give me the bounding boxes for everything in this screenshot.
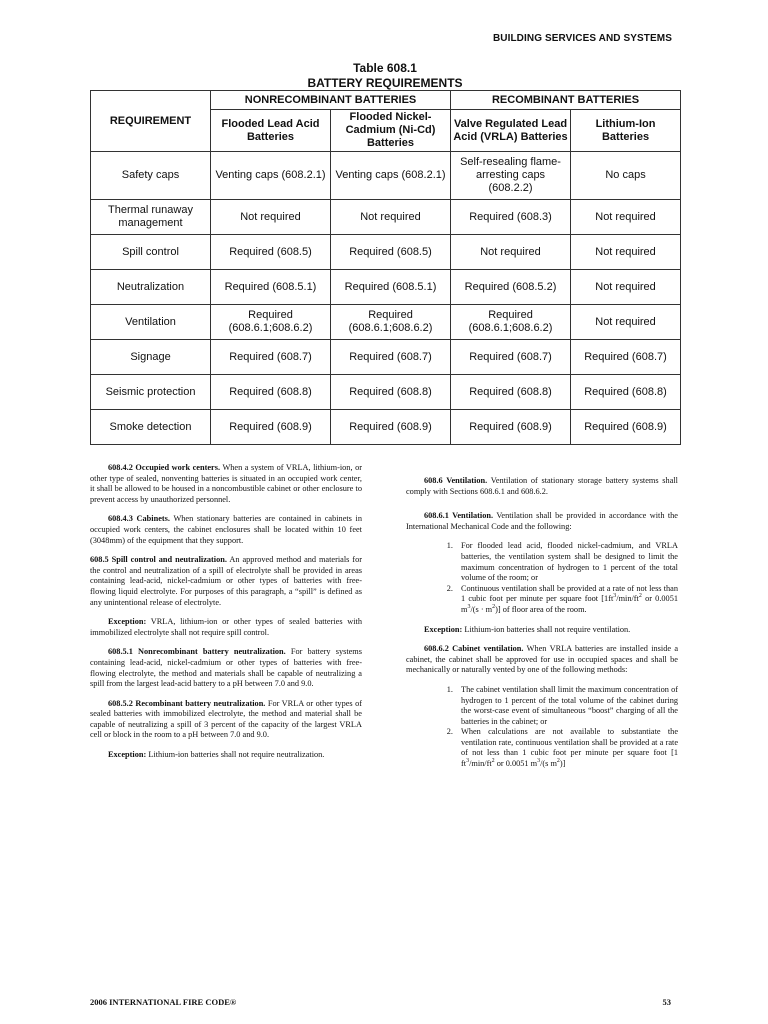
table-title: Table 608.1 [353, 61, 417, 75]
page-number: 53 [662, 997, 671, 1007]
table-cell: Not required [451, 235, 571, 270]
row-requirement: Smoke detection [91, 410, 211, 445]
section-heading: 608.6 Ventilation. [424, 476, 488, 485]
section-body: When stationary batteries are contained in cabinets in occupied work centers, the cabinet enclosures shall be located within 10 feet (3048mm) of the equipment that they support. [90, 514, 362, 545]
row-requirement: Safety caps [91, 152, 211, 200]
table-row [91, 235, 681, 270]
exception-body: Lithium-ion batteries shall not require neutralization. [148, 750, 325, 760]
footer-title: 2006 INTERNATIONAL FIRE CODE® [90, 997, 237, 1007]
exception-body: Lithium-ion batteries shall not require ventilation. [464, 624, 631, 634]
table-row [91, 200, 681, 235]
cabinet-ventilation-list [406, 685, 678, 770]
section-608-5-2 [90, 699, 362, 741]
table-cell: Required (608.8) [571, 375, 681, 410]
table-cell: Required (608.6.1;608.6.2) [451, 305, 571, 340]
section-608-6-2 [406, 644, 678, 676]
table-cell: Not required [571, 235, 681, 270]
section-body: An approved method and materials for the control and neutralization of a spill of electrolyte shall be provided in areas containing lead-acid, nickel-cadmium or other types of batteries with free-flowing liquid electrolyte. For purposes of this paragraph, a “spill” is defined as any unintentional release of electrolyte. [90, 555, 362, 607]
table-group-header-row [91, 91, 681, 110]
section-heading: 608.4.3 Cabinets. [108, 514, 170, 524]
section-608-6-1 [406, 511, 678, 532]
table-cell: Venting caps (608.2.1) [331, 152, 451, 200]
table-cell: Required (608.5) [211, 235, 331, 270]
requirement-header: REQUIREMENT [91, 91, 211, 152]
group-recombinant: RECOMBINANT BATTERIES [451, 91, 681, 110]
table-cell: Required (608.8) [211, 375, 331, 410]
exception-neutralization [90, 750, 362, 761]
section-body: Ventilation of stationary storage battery systems shall comply with Sections 608.6.1 and 608.6.2. [406, 476, 678, 496]
column-header: Valve Regulated Lead Acid (VRLA) Batteries [451, 110, 571, 152]
exception-ventilation [406, 625, 678, 636]
section-heading: 608.6.1 Ventilation. [424, 511, 494, 521]
section-608-4-2 [90, 463, 362, 505]
section-heading: 608.5 Spill control and neutralization. [90, 555, 227, 565]
table-row [91, 305, 681, 340]
table-row [91, 152, 681, 200]
right-column [406, 476, 678, 779]
row-requirement: Spill control [91, 235, 211, 270]
section-heading: 608.5.2 Recombinant battery neutralization. [108, 698, 266, 708]
section-608-5 [90, 555, 362, 608]
table-cell: Required (608.9) [451, 410, 571, 445]
column-header: Flooded Nickel-Cadmium (Ni-Cd) Batteries [331, 110, 451, 152]
left-column [90, 463, 362, 770]
exception-label: Exception: [108, 750, 147, 760]
section-body: For battery systems containing lead-acid, nickel-cadmium or other types of batteries with free-flowing electrolyte, the method and materials shall be capable of neutralizing a spill from the largest lead-acid battery to a pH between 7.0 and 9.0. [90, 647, 362, 689]
table-row [91, 270, 681, 305]
section-608-6 [406, 476, 678, 497]
section-body: Ventilation shall be provided in accordance with the International Mechanical Code and the following: [406, 511, 678, 531]
exception-spill [90, 617, 362, 638]
section-body: When VRLA batteries are installed inside a cabinet, the cabinet shall be approved for use in occupied spaces and shall be mechanically or naturally vented by one of the following methods: [406, 644, 679, 675]
table-cell: Required (608.6.1;608.6.2) [331, 305, 451, 340]
section-heading: 608.5.1 Nonrecombinant battery neutralization. [108, 647, 286, 657]
table-cell: Not required [331, 200, 451, 235]
table-cell: Not required [571, 305, 681, 340]
table-cell: Required (608.5.2) [451, 270, 571, 305]
table-cell: Required (608.9) [331, 410, 451, 445]
table-row [91, 340, 681, 375]
row-requirement: Ventilation [91, 305, 211, 340]
table-row [91, 410, 681, 445]
table-cell: Not required [211, 200, 331, 235]
list-item: 1. For flooded lead acid, flooded nickel-cadmium, and VRLA batteries, the ventilation system shall be designed to limit the maximum concentration of hydrogen to 1 percent of the total volume of the room; or [455, 541, 678, 583]
row-requirement: Thermal runaway management [91, 200, 211, 235]
section-body: When a system of VRLA, lithium-ion, or other type of sealed, nonventing batteries is situated in an occupied work center, it shall be allowed to be housed in a noncombustible cabinet or other enclosure to prevent access by unauthorized personnel. [90, 463, 362, 504]
column-header: Lithium-Ion Batteries [571, 110, 681, 152]
exception-label: Exception: [424, 624, 463, 634]
table-cell: Required (608.6.1;608.6.2) [211, 305, 331, 340]
table-cell: Required (608.8) [331, 375, 451, 410]
table-cell: Required (608.7) [451, 340, 571, 375]
column-header: Flooded Lead Acid Batteries [211, 110, 331, 152]
section-608-4-3 [90, 514, 362, 546]
exception-body: VRLA, lithium-ion or other types of sealed batteries with immobilized electrolyte shall not require spill control. [90, 617, 362, 637]
section-heading: 608.6.2 Cabinet ventilation. [424, 644, 524, 654]
section-heading: 608.4.2 Occupied work centers. [108, 463, 221, 472]
row-requirement: Seismic protection [91, 375, 211, 410]
table-row [91, 375, 681, 410]
table-cell: Required (608.8) [451, 375, 571, 410]
group-nonrecombinant: NONRECOMBINANT BATTERIES [211, 91, 451, 110]
table-cell: Required (608.5) [331, 235, 451, 270]
table-cell: Venting caps (608.2.1) [211, 152, 331, 200]
table-cell: Not required [571, 270, 681, 305]
table-cell: Self-resealing flame-arresting caps (608.2.2) [451, 152, 571, 200]
table-cell: No caps [571, 152, 681, 200]
section-body: For VRLA or other types of sealed batteries with immobilized electrolyte, the method and material shall be capable of neutralizing a spill of 3 percent of the capacity of the largest VRLA cell or block in the room to a pH between 7.0 and 9.0. [90, 698, 362, 740]
battery-requirements-table [90, 90, 681, 445]
list-item: 1. The cabinet ventilation shall limit the maximum concentration of hydrogen to 1 percent of the total volume of the cabinet during the worst-case event of simultaneous “boost” charging of all the batteries in the cabinet; or [455, 685, 678, 727]
table-cell: Required (608.3) [451, 200, 571, 235]
table-cell: Not required [571, 200, 681, 235]
table-cell: Required (608.7) [211, 340, 331, 375]
exception-label: Exception: [108, 617, 147, 627]
table-cell: Required (608.9) [571, 410, 681, 445]
list-item: 2. Continuous ventilation shall be provided at a rate of not less than 1 cubic foot per minute per square foot [$1ft^3/\min/ft^2$ or 0.0051 $m^3/(s \cdot m^2)$] of floor area of the room. [455, 584, 678, 616]
table-cell: Required (608.5.1) [331, 270, 451, 305]
table-subtitle: BATTERY REQUIREMENTS [307, 76, 463, 90]
table-cell: Required (608.7) [571, 340, 681, 375]
row-requirement: Neutralization [91, 270, 211, 305]
ventilation-list [406, 541, 678, 615]
row-requirement: Signage [91, 340, 211, 375]
section-608-5-1 [90, 647, 362, 689]
table-cell: Required (608.5.1) [211, 270, 331, 305]
list-item: 2. When calculations are not available to substantiate the ventilation rate, continuous ventilation shall be provided at a rate of not less than 1 cubic foot per minute per square foot [1 $ft^3/\min/ft^2$ or 0.0051 $m^3/(s$ $m^2$)] [455, 727, 678, 769]
table-cell: Required (608.7) [331, 340, 451, 375]
table-cell: Required (608.9) [211, 410, 331, 445]
running-header: BUILDING SERVICES AND SYSTEMS [492, 33, 672, 44]
